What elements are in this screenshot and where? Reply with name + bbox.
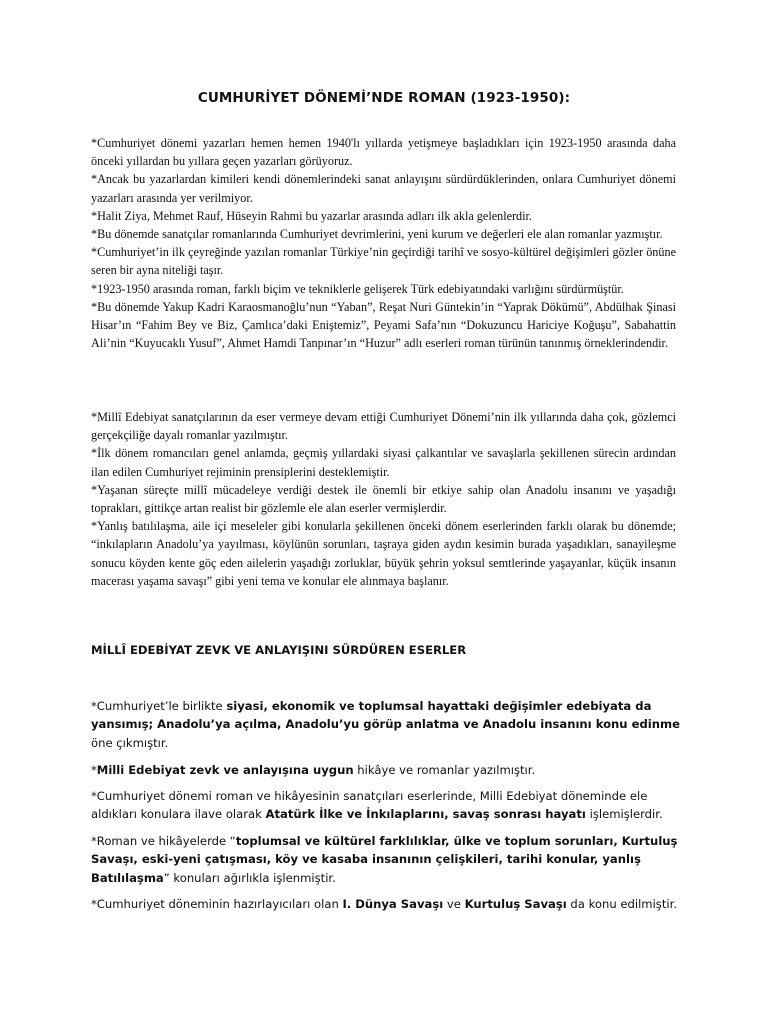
document-title: CUMHURİYET DÖNEMİ’NDE ROMAN (1923-1950): [197, 90, 571, 106]
paragraph: *İlk dönem romancıları genel anlamda, geçmiş yıllardaki siyasi çalkantılar ve savaşlarla şekillenen sürecin ardından ilan edilen Cumhuriyet rejiminin prensiplerini desteklemiştir. [91, 446, 676, 479]
text-run: işlemişlerdir. [585, 807, 663, 822]
paragraph: *Cumhuriyet’in ilk çeyreğinde yazılan romanlar Türkiye’nin geçirdiği tarihî ve sosyo-kültürel değişimleri gözler önüne seren bir ayna niteliği taşır. [91, 245, 676, 278]
paragraph: *Yaşanan süreçte millî mücadeleye verdiği destek ile önemli bir etkiye sahip olan Anadolu insanını ve yaşadığı toprakları, gittikçe artan realist bir gözlemle ele alan eserler vermişlerdir. [91, 482, 676, 516]
bold-text: Milli Edebiyat zevk ve anlayışına uygun [96, 763, 354, 777]
text-run: da konu edilmiştir. [566, 897, 678, 911]
paragraph: *Bu dönemde Yakup Kadri Karaosmanoğlu’nun “Yaban”, Reşat Nuri Güntekin’in “Yaprak Dökümü”, Abdülhak Şinasi Hisar’ın “Fahim Bey ve Biz, Çamlıca’daki Eniştemiz”, Peyami Safa’nın “Dokuzuncu Hariciye Koğuşu”, Sabahattin Ali’nin “Kuyucaklı Yusuf”, Ahmet Hamdi Tanpınar’ın “Huzur” adlı eserleri roman türünün tanınmış örneklerindendir. [91, 299, 676, 351]
paragraph: *Bu dönemde sanatçılar romanlarında Cumhuriyet devrimlerini, yeni kurum ve değerleri ele alan romanlar yazmıştır. [91, 227, 663, 242]
text-run: * [91, 763, 97, 777]
bold-text: toplumsal ve kültürel farklılıklar, ülke ve toplum sorunları, Kurtuluş Savaşı, eski-yeni çatışması, köy ve kasaba insanının çelişkileri, tarihi konular, yanlış Batılılaşma [91, 834, 678, 885]
section-heading: MİLLÎ EDEBİYAT ZEVK VE ANLAYIŞINI SÜRDÜREN ESERLER [91, 643, 467, 657]
text-run: ” konuları ağırlıkla işlenmiştir. [163, 870, 336, 885]
bold-text: Atatürk İlke ve İnkılaplarını, savaş sonrası hayatı [265, 807, 586, 822]
text-run: *Roman ve hikâyelerde “ [91, 834, 236, 848]
bold-text: I. Dünya Savaşı [342, 897, 444, 911]
text-run: *Cumhuriyet’le birlikte [91, 699, 227, 713]
paragraph [91, 832, 681, 887]
bold-text: Kurtuluş Savaşı [464, 897, 567, 911]
paragraph [91, 697, 681, 752]
text-run: *Cumhuriyet döneminin hazırlayıcıları olan [91, 897, 343, 911]
text-run: ve [443, 897, 465, 911]
intro-section [91, 134, 676, 352]
text-run: öne çıkmıştır. [91, 735, 169, 750]
first-period-section [91, 408, 676, 590]
paragraph: *Ancak bu yazarlardan kimileri kendi dönemlerindeki sanat anlayışını sürdürdüklerinden, onlara Cumhuriyet dönemi yazarları arasında yer verilmiyor. [91, 172, 676, 205]
paragraph: *Cumhuriyet dönemi yazarları hemen hemen 1940'lı yıllarda yetişmeye başladıkları için 1923-1950 arasında daha önceki yıllardan bu yıllara geçen yazarları görüyoruz. [91, 136, 676, 169]
paragraph: *1923-1950 arasında roman, farklı biçim ve tekniklerle gelişerek Türk edebiyatındaki varlığını sürdürmüştür. [91, 281, 624, 296]
bold-text: siyasi, ekonomik ve toplumsal hayattaki değişimler edebiyata da yansımış; Anadolu’ya açılma, Anadolu’yu görüp anlatma ve Anadolu insanını konu edinme [91, 699, 680, 732]
text-run: hikâye ve romanlar yazılmıştır. [353, 763, 536, 777]
paragraph [91, 895, 681, 913]
paragraph [91, 787, 681, 824]
paragraph [91, 761, 681, 779]
paragraph: *Halit Ziya, Mehmet Rauf, Hüseyin Rahmi bu yazarlar arasında adları ilk akla gelenlerdir. [91, 208, 532, 223]
text-run: *Cumhuriyet dönemi roman ve hikâyesinin sanatçıları eserlerinde, Milli Edebiyat döneminde ele aldıkları konulara ilave olarak [91, 789, 648, 822]
paragraph: *Yanlış batılılaşma, aile içi meseleler gibi konularla şekillenen önceki dönem eserlerinden farklı olarak bu dönemde; “inkılapların Anadolu’ya yayılması, köylünün sorunları, taşraya giden aydın kesimin burada yaşadıkları, sanayileşme sonucu köyden kente göç eden ailelerin yaşadığı zorluklar, büyük şehrin yoksul semtlerinde yaşayanlar, küçük insanın macerası yaşama savaşı” gibi yeni tema ve konular ele alınmaya başlanır. [91, 519, 676, 588]
paragraph: *Millî Edebiyat sanatçılarının da eser vermeye devam ettiği Cumhuriyet Dönemi’nin ilk yıllarında daha çok, gözlemci gerçekçiliğe dayalı romanlar yazılmıştır. [91, 410, 676, 443]
